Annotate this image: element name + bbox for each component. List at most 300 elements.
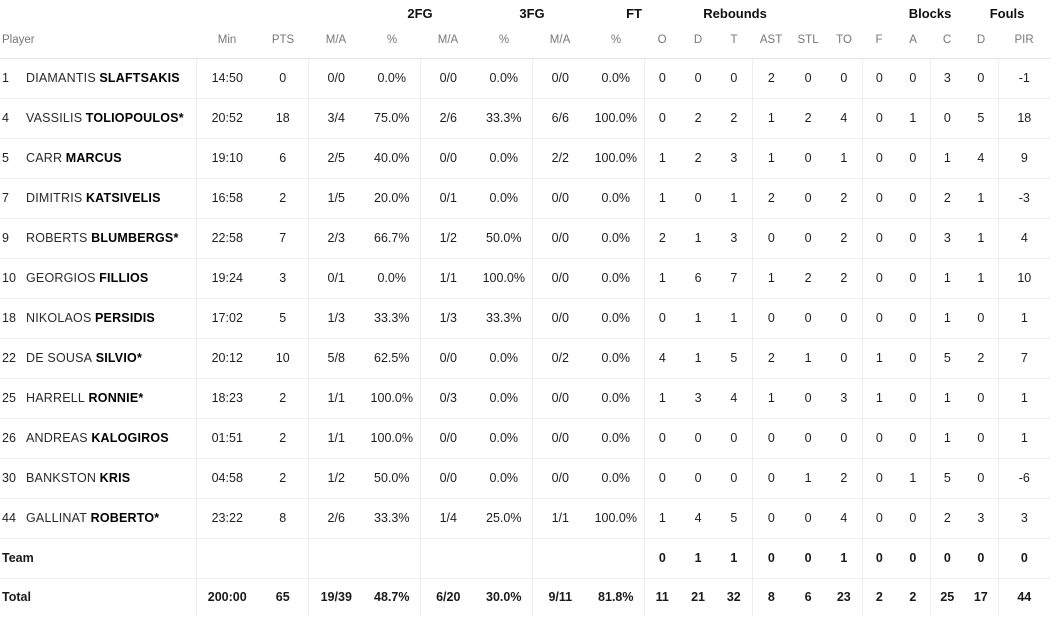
- cell-oreb: 1: [644, 258, 680, 298]
- cell-pir: 9: [998, 138, 1050, 178]
- cell-to: 3: [826, 378, 862, 418]
- cell-ft-pct: 0.0%: [588, 258, 644, 298]
- group-header-blank-2: [790, 0, 896, 28]
- cell-3fg-pct: 100.0%: [476, 258, 532, 298]
- cell-blocks-a: 0: [896, 258, 930, 298]
- cell-blocks-a: 0: [896, 338, 930, 378]
- total-cell-blocks-f: 2: [862, 578, 896, 616]
- cell-3fg-ma: 1/4: [420, 498, 476, 538]
- cell-blocks-a: 0: [896, 498, 930, 538]
- cell-fouls-d: 0: [964, 418, 998, 458]
- cell-2fg-pct: 0.0%: [364, 58, 420, 98]
- total-row: [0, 578, 1056, 616]
- cell-fouls-c: 1: [930, 378, 964, 418]
- cell-ft-pct: 0.0%: [588, 378, 644, 418]
- jersey-number: 9: [2, 231, 9, 245]
- cell-minutes: 18:23: [196, 378, 258, 418]
- cell-2fg-ma: 1/1: [308, 418, 364, 458]
- cell-ft-pct: 0.0%: [588, 458, 644, 498]
- cell-blocks-a: 1: [896, 98, 930, 138]
- cell-oreb: 0: [644, 418, 680, 458]
- total-cell-blocks-a: 2: [909, 590, 917, 605]
- cell-3fg-ma: 0/0: [420, 418, 476, 458]
- player-cell[interactable]: [0, 58, 196, 98]
- cell-2fg-pct: 50.0%: [364, 458, 420, 498]
- cell-3fg-ma: 1/3: [420, 298, 476, 338]
- table-row[interactable]: [0, 58, 1056, 98]
- player-last-name: KALOGIROS: [91, 431, 169, 445]
- cell-blocks-f: 0: [862, 58, 896, 98]
- cell-pir: 1: [998, 298, 1050, 338]
- column-header-treb[interactable]: T: [716, 28, 752, 58]
- cell-oreb: 1: [644, 178, 680, 218]
- player-cell[interactable]: [0, 498, 196, 538]
- cell-to: 2: [826, 178, 862, 218]
- column-header-oreb[interactable]: O: [644, 28, 680, 58]
- total-cell-treb: 32: [726, 590, 741, 605]
- jersey-number: 26: [2, 431, 16, 445]
- cell-blocks-f: 0: [862, 178, 896, 218]
- total-row-label: Total: [2, 590, 31, 605]
- cell-minutes: 01:51: [196, 418, 258, 458]
- cell-2fg-ma: 1/3: [308, 298, 364, 338]
- table-row[interactable]: [0, 338, 1056, 378]
- cell-ft-ma: 1/1: [532, 498, 588, 538]
- player-first-name: CARR: [26, 151, 63, 165]
- column-header-stl[interactable]: STL: [790, 28, 826, 58]
- player-last-name: BLUMBERGS*: [91, 231, 179, 245]
- cell-to: 4: [826, 98, 862, 138]
- total-cell-ast: 8: [752, 578, 790, 616]
- column-header-row: [0, 28, 1056, 58]
- cell-to: 0: [826, 58, 862, 98]
- cell-oreb: 1: [644, 498, 680, 538]
- cell-treb: 5: [716, 498, 752, 538]
- player-cell[interactable]: [0, 98, 196, 138]
- table-body: [0, 58, 1056, 616]
- total-cell-minutes: 200:00: [196, 578, 258, 616]
- cell-ft-pct: 0.0%: [588, 58, 644, 98]
- team-cell-fouls-d: 0: [964, 538, 998, 578]
- team-cell-points: [258, 538, 308, 578]
- cell-oreb: 2: [644, 218, 680, 258]
- total-cell-to: 23: [836, 590, 851, 605]
- cell-3fg-ma: 0/0: [420, 458, 476, 498]
- player-first-name: BANKSTON: [26, 471, 97, 485]
- cell-fouls-c: 3: [930, 58, 964, 98]
- column-header-2fg-pct[interactable]: %: [364, 28, 420, 58]
- cell-oreb: 0: [644, 58, 680, 98]
- cell-to: 2: [826, 218, 862, 258]
- cell-minutes: 19:10: [196, 138, 258, 178]
- cell-points: 2: [258, 378, 308, 418]
- cell-minutes: 22:58: [196, 218, 258, 258]
- cell-2fg-ma: 5/8: [308, 338, 364, 378]
- player-last-name: MARCUS: [65, 151, 122, 165]
- player-first-name: VASSILIS: [26, 111, 83, 125]
- cell-ast: 1: [752, 138, 790, 178]
- cell-ft-ma: 0/0: [532, 218, 588, 258]
- cell-2fg-ma: 2/6: [308, 498, 364, 538]
- total-cell-fouls-d: 17: [973, 590, 988, 605]
- team-row-label: Team: [0, 538, 196, 578]
- cell-2fg-pct: 100.0%: [364, 418, 420, 458]
- cell-dreb: 1: [680, 338, 716, 378]
- cell-ast: 0: [752, 418, 790, 458]
- player-cell[interactable]: [0, 458, 196, 498]
- cell-treb: 2: [716, 98, 752, 138]
- cell-to: 0: [826, 298, 862, 338]
- player-cell[interactable]: [0, 258, 196, 298]
- cell-blocks-f: 0: [862, 258, 896, 298]
- cell-minutes: 17:02: [196, 298, 258, 338]
- cell-2fg-pct: 66.7%: [364, 218, 420, 258]
- cell-fouls-c: 5: [930, 458, 964, 498]
- cell-3fg-ma: 0/3: [420, 378, 476, 418]
- cell-points: 5: [258, 298, 308, 338]
- cell-fouls-c: 1: [930, 138, 964, 178]
- cell-points: 2: [258, 458, 308, 498]
- jersey-number: 18: [2, 311, 16, 325]
- cell-stl: 2: [790, 98, 826, 138]
- player-cell[interactable]: [0, 378, 196, 418]
- cell-fouls-c: 5: [930, 338, 964, 378]
- table-row[interactable]: [0, 458, 1056, 498]
- cell-dreb: 0: [680, 418, 716, 458]
- table-row[interactable]: [0, 258, 1056, 298]
- cell-oreb: 0: [644, 98, 680, 138]
- cell-treb: 3: [716, 138, 752, 178]
- cell-ft-ma: 0/0: [532, 458, 588, 498]
- cell-treb: 0: [716, 458, 752, 498]
- total-cell-dreb: 21: [691, 590, 705, 605]
- player-cell[interactable]: [0, 338, 196, 378]
- column-header-fouls-c[interactable]: C: [930, 28, 964, 58]
- cell-treb: 0: [716, 58, 752, 98]
- table-row[interactable]: [0, 218, 1056, 258]
- cell-points: 10: [258, 338, 308, 378]
- player-cell[interactable]: [0, 178, 196, 218]
- cell-blocks-a: 0: [896, 298, 930, 338]
- player-last-name: TOLIOPOULOS*: [85, 111, 184, 125]
- jersey-number: 25: [2, 391, 16, 405]
- cell-2fg-pct: 62.5%: [364, 338, 420, 378]
- cell-ast: 2: [752, 178, 790, 218]
- cell-2fg-ma: 2/3: [308, 218, 364, 258]
- team-cell-3fg-ma: [420, 538, 476, 578]
- total-cell-2fg-pct: 48.7%: [374, 590, 410, 605]
- cell-ft-ma: 0/2: [532, 338, 588, 378]
- cell-points: 0: [258, 58, 308, 98]
- table-row[interactable]: [0, 178, 1056, 218]
- group-header-2fg: 2FG: [407, 5, 433, 21]
- cell-blocks-f: 0: [862, 218, 896, 258]
- cell-points: 3: [258, 258, 308, 298]
- cell-treb: 5: [716, 338, 752, 378]
- column-header-min[interactable]: Min: [196, 28, 258, 58]
- cell-ft-pct: 100.0%: [588, 98, 644, 138]
- cell-stl: 0: [790, 218, 826, 258]
- cell-blocks-a: 0: [896, 378, 930, 418]
- cell-points: 8: [258, 498, 308, 538]
- team-cell-treb: 1: [716, 538, 752, 578]
- jersey-number: 44: [2, 511, 16, 525]
- cell-fouls-c: 1: [930, 258, 964, 298]
- player-last-name: KRIS: [99, 471, 131, 485]
- column-header-blocks-a[interactable]: A: [896, 28, 930, 58]
- cell-2fg-ma: 1/2: [308, 458, 364, 498]
- cell-points: 18: [258, 98, 308, 138]
- cell-stl: 0: [790, 418, 826, 458]
- group-header-3fg: 3FG: [519, 5, 545, 21]
- player-first-name: NIKOLAOS: [26, 311, 92, 325]
- cell-to: 1: [826, 138, 862, 178]
- group-header-row: [0, 0, 1056, 28]
- player-first-name: DIMITRIS: [26, 191, 83, 205]
- team-cell-ft-ma: [532, 538, 588, 578]
- table-row[interactable]: [0, 378, 1056, 418]
- cell-oreb: 0: [644, 458, 680, 498]
- cell-minutes: 20:52: [196, 98, 258, 138]
- cell-pir: 1: [998, 418, 1050, 458]
- cell-pir: 7: [998, 338, 1050, 378]
- cell-stl: 0: [790, 138, 826, 178]
- total-cell-pir: 44: [998, 578, 1050, 616]
- player-first-name: GALLINAT: [26, 511, 88, 525]
- cell-ast: 0: [752, 458, 790, 498]
- table-row[interactable]: [0, 138, 1056, 178]
- cell-2fg-ma: 1/1: [308, 378, 364, 418]
- cell-dreb: 1: [680, 218, 716, 258]
- jersey-number: 5: [2, 151, 9, 165]
- team-cell-to: 1: [826, 538, 862, 578]
- table-row[interactable]: [0, 418, 1056, 458]
- cell-ft-pct: 0.0%: [588, 178, 644, 218]
- cell-stl: 0: [790, 378, 826, 418]
- cell-3fg-pct: 0.0%: [476, 338, 532, 378]
- cell-ft-pct: 0.0%: [588, 218, 644, 258]
- cell-2fg-ma: 0/1: [308, 258, 364, 298]
- cell-fouls-d: 0: [964, 58, 998, 98]
- cell-3fg-pct: 50.0%: [476, 218, 532, 258]
- cell-3fg-ma: 0/1: [420, 178, 476, 218]
- column-header-ft-ma[interactable]: M/A: [532, 28, 588, 58]
- cell-ft-ma: 6/6: [532, 98, 588, 138]
- cell-3fg-pct: 0.0%: [476, 178, 532, 218]
- cell-oreb: 1: [644, 138, 680, 178]
- player-last-name: SLAFTSAKIS: [99, 71, 180, 85]
- column-header-fouls-d[interactable]: D: [964, 28, 998, 58]
- column-header-player[interactable]: Player: [0, 28, 196, 58]
- jersey-number: 1: [2, 71, 9, 85]
- cell-to: 0: [826, 338, 862, 378]
- cell-3fg-pct: 0.0%: [476, 58, 532, 98]
- cell-treb: 4: [716, 378, 752, 418]
- jersey-number: 4: [2, 111, 9, 125]
- cell-stl: 0: [790, 498, 826, 538]
- cell-pir: 18: [998, 98, 1050, 138]
- group-header-blank: [0, 0, 364, 28]
- team-cell-fouls-c: 0: [930, 538, 964, 578]
- cell-fouls-d: 3: [964, 498, 998, 538]
- jersey-number: 7: [2, 191, 9, 205]
- column-header-pts[interactable]: PTS: [258, 28, 308, 58]
- column-header-ft-pct[interactable]: %: [588, 28, 644, 58]
- cell-fouls-d: 1: [964, 218, 998, 258]
- cell-minutes: 14:50: [196, 58, 258, 98]
- column-header-pir[interactable]: PIR: [998, 28, 1050, 58]
- cell-2fg-pct: 0.0%: [364, 258, 420, 298]
- table-row[interactable]: [0, 298, 1056, 338]
- cell-stl: 0: [790, 178, 826, 218]
- cell-pir: -6: [998, 458, 1050, 498]
- player-first-name: DIAMANTIS: [26, 71, 96, 85]
- cell-stl: 2: [790, 258, 826, 298]
- cell-blocks-a: 0: [896, 178, 930, 218]
- cell-treb: 0: [716, 418, 752, 458]
- table-row[interactable]: [0, 498, 1056, 538]
- team-cell-blocks-f: 0: [862, 538, 896, 578]
- cell-3fg-pct: 0.0%: [476, 418, 532, 458]
- cell-to: 2: [826, 458, 862, 498]
- cell-fouls-d: 1: [964, 178, 998, 218]
- cell-stl: 1: [790, 338, 826, 378]
- jersey-number: 30: [2, 471, 16, 485]
- player-cell[interactable]: [0, 218, 196, 258]
- cell-pir: 1: [998, 378, 1050, 418]
- team-cell-minutes: [196, 538, 258, 578]
- cell-3fg-ma: 0/0: [420, 138, 476, 178]
- cell-dreb: 6: [680, 258, 716, 298]
- cell-3fg-pct: 33.3%: [476, 298, 532, 338]
- total-cell-stl: 6: [804, 590, 812, 605]
- total-cell-fouls-c: 25: [930, 578, 964, 616]
- cell-stl: 1: [790, 458, 826, 498]
- cell-points: 6: [258, 138, 308, 178]
- column-header-3fg-ma[interactable]: M/A: [420, 28, 476, 58]
- team-cell-ast: 0: [752, 538, 790, 578]
- player-first-name: DE SOUSA: [26, 351, 93, 365]
- cell-ft-ma: 0/0: [532, 178, 588, 218]
- cell-blocks-f: 0: [862, 298, 896, 338]
- cell-dreb: 0: [680, 458, 716, 498]
- cell-pir: 10: [998, 258, 1050, 298]
- cell-ft-pct: 100.0%: [588, 138, 644, 178]
- player-first-name: ANDREAS: [26, 431, 88, 445]
- column-header-to[interactable]: TO: [826, 28, 862, 58]
- cell-2fg-pct: 20.0%: [364, 178, 420, 218]
- player-cell[interactable]: [0, 138, 196, 178]
- jersey-number: 22: [2, 351, 16, 365]
- cell-points: 2: [258, 418, 308, 458]
- column-header-ast[interactable]: AST: [752, 28, 790, 58]
- cell-3fg-pct: 0.0%: [476, 138, 532, 178]
- cell-ast: 2: [752, 58, 790, 98]
- table-row[interactable]: [0, 98, 1056, 138]
- cell-fouls-c: 1: [930, 418, 964, 458]
- group-header-ft: FT: [626, 5, 642, 21]
- column-header-blocks-f[interactable]: F: [862, 28, 896, 58]
- cell-2fg-pct: 40.0%: [364, 138, 420, 178]
- cell-fouls-d: 0: [964, 458, 998, 498]
- cell-blocks-f: 0: [862, 98, 896, 138]
- cell-minutes: 23:22: [196, 498, 258, 538]
- cell-fouls-c: 0: [930, 98, 964, 138]
- cell-minutes: 04:58: [196, 458, 258, 498]
- team-row: [0, 538, 1056, 578]
- cell-fouls-c: 2: [930, 498, 964, 538]
- cell-treb: 1: [716, 178, 752, 218]
- cell-fouls-c: 1: [930, 298, 964, 338]
- cell-minutes: 19:24: [196, 258, 258, 298]
- cell-3fg-pct: 0.0%: [476, 378, 532, 418]
- player-first-name: ROBERTS: [26, 231, 88, 245]
- cell-ast: 1: [752, 378, 790, 418]
- cell-ft-ma: 0/0: [532, 58, 588, 98]
- cell-pir: 3: [998, 498, 1050, 538]
- cell-2fg-ma: 1/5: [308, 178, 364, 218]
- group-header-blank-3: [1050, 0, 1056, 28]
- cell-ft-ma: 0/0: [532, 378, 588, 418]
- player-last-name: ROBERTO*: [90, 511, 160, 525]
- total-cell-points: 65: [275, 590, 290, 605]
- cell-blocks-a: 0: [896, 418, 930, 458]
- player-last-name: PERSIDIS: [95, 311, 155, 325]
- cell-to: 2: [826, 258, 862, 298]
- cell-blocks-f: 1: [862, 338, 896, 378]
- cell-oreb: 0: [644, 298, 680, 338]
- cell-treb: 3: [716, 218, 752, 258]
- cell-3fg-pct: 25.0%: [476, 498, 532, 538]
- group-header-rebounds: Rebounds: [703, 5, 767, 21]
- column-header-3fg-pct[interactable]: %: [476, 28, 532, 58]
- cell-dreb: 0: [680, 58, 716, 98]
- cell-fouls-d: 2: [964, 338, 998, 378]
- cell-dreb: 2: [680, 138, 716, 178]
- column-header-dreb[interactable]: D: [680, 28, 716, 58]
- cell-to: 0: [826, 418, 862, 458]
- cell-2fg-ma: 3/4: [308, 98, 364, 138]
- team-cell-stl: 0: [790, 538, 826, 578]
- jersey-number: 10: [2, 271, 16, 285]
- cell-fouls-d: 4: [964, 138, 998, 178]
- cell-points: 2: [258, 178, 308, 218]
- cell-ft-ma: 0/0: [532, 258, 588, 298]
- team-cell-3fg-pct: [476, 538, 532, 578]
- total-cell-ft-pct: 81.8%: [598, 590, 634, 605]
- cell-dreb: 1: [680, 298, 716, 338]
- cell-dreb: 0: [680, 178, 716, 218]
- cell-3fg-ma: 1/1: [420, 258, 476, 298]
- cell-blocks-a: 0: [896, 58, 930, 98]
- team-cell-dreb: 1: [680, 538, 716, 578]
- column-header-2fg-ma[interactable]: M/A: [308, 28, 364, 58]
- player-cell[interactable]: [0, 418, 196, 458]
- player-last-name: RONNIE*: [88, 391, 144, 405]
- team-cell-ft-pct: [588, 538, 644, 578]
- cell-ast: 2: [752, 338, 790, 378]
- cell-dreb: 3: [680, 378, 716, 418]
- cell-ast: 0: [752, 218, 790, 258]
- cell-blocks-f: 0: [862, 418, 896, 458]
- cell-points: 7: [258, 218, 308, 258]
- cell-blocks-a: 1: [896, 458, 930, 498]
- cell-minutes: 16:58: [196, 178, 258, 218]
- cell-to: 4: [826, 498, 862, 538]
- player-cell[interactable]: [0, 298, 196, 338]
- cell-blocks-f: 0: [862, 138, 896, 178]
- cell-ast: 1: [752, 98, 790, 138]
